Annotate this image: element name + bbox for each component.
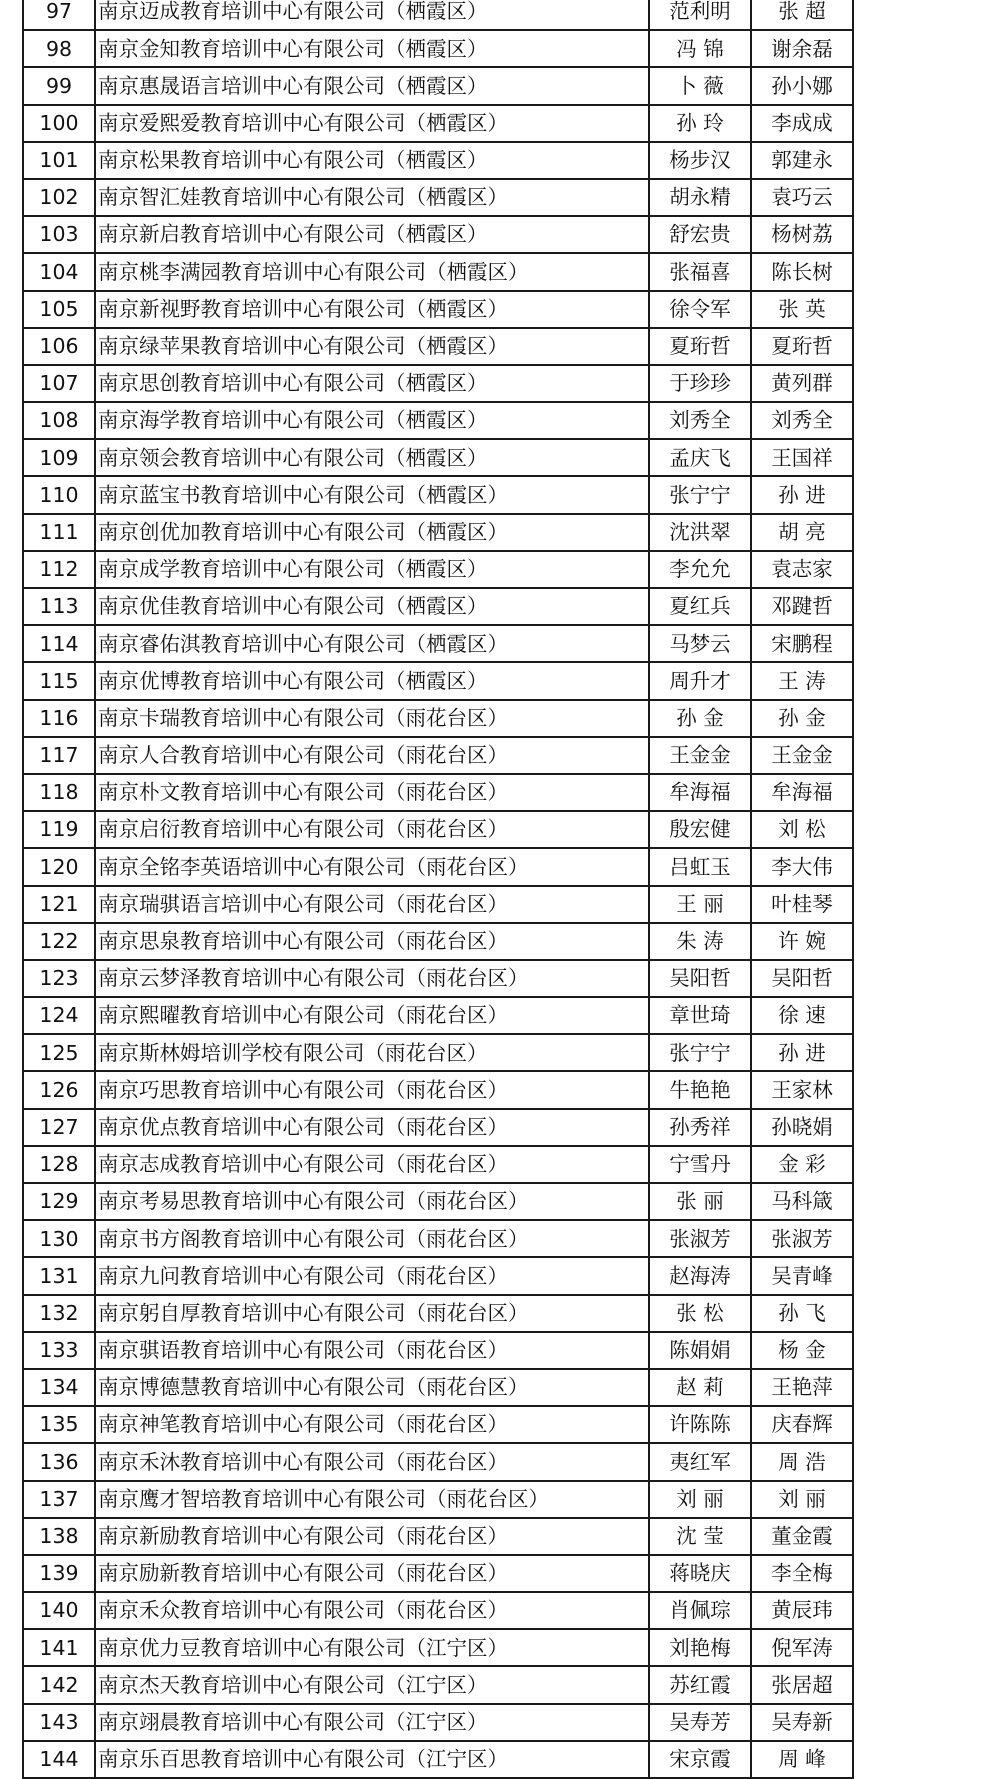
blank-margin bbox=[853, 1592, 983, 1629]
person-a: 吴寿芳 bbox=[649, 1704, 751, 1741]
table-row bbox=[23, 476, 983, 513]
table-row bbox=[23, 0, 983, 30]
blank-margin bbox=[853, 1518, 983, 1555]
organization-name: 南京优点教育培训中心有限公司（雨花台区） bbox=[95, 1109, 649, 1146]
row-number: 110 bbox=[23, 476, 95, 513]
blank-margin bbox=[853, 886, 983, 923]
blank-margin bbox=[853, 551, 983, 588]
organization-name: 南京鹰才智培教育培训中心有限公司（雨花台区） bbox=[95, 1481, 649, 1518]
table-row bbox=[23, 142, 983, 179]
person-b: 谢余磊 bbox=[751, 30, 853, 67]
table-row bbox=[23, 216, 983, 253]
person-a: 夷红军 bbox=[649, 1443, 751, 1480]
row-number: 143 bbox=[23, 1704, 95, 1741]
table-row bbox=[23, 179, 983, 216]
blank-margin bbox=[853, 291, 983, 328]
organization-name: 南京志成教育培训中心有限公司（雨花台区） bbox=[95, 1146, 649, 1183]
blank-margin bbox=[853, 142, 983, 179]
table-row bbox=[23, 1629, 983, 1666]
organization-name: 南京成学教育培训中心有限公司（栖霞区） bbox=[95, 551, 649, 588]
person-b: 杨树荔 bbox=[751, 216, 853, 253]
table-row bbox=[23, 253, 983, 290]
table-row bbox=[23, 1741, 983, 1778]
row-number: 113 bbox=[23, 588, 95, 625]
organization-name: 南京神笔教育培训中心有限公司（雨花台区） bbox=[95, 1406, 649, 1443]
organization-name: 南京启衍教育培训中心有限公司（雨花台区） bbox=[95, 811, 649, 848]
organization-name: 南京优力豆教育培训中心有限公司（江宁区） bbox=[95, 1629, 649, 1666]
row-number: 121 bbox=[23, 886, 95, 923]
row-number: 136 bbox=[23, 1443, 95, 1480]
blank-margin bbox=[853, 1369, 983, 1406]
blank-margin bbox=[853, 1295, 983, 1332]
organization-name: 南京躬自厚教育培训中心有限公司（雨花台区） bbox=[95, 1295, 649, 1332]
row-number: 141 bbox=[23, 1629, 95, 1666]
row-number: 116 bbox=[23, 700, 95, 737]
organization-name: 南京思创教育培训中心有限公司（栖霞区） bbox=[95, 365, 649, 402]
row-number: 119 bbox=[23, 811, 95, 848]
row-number: 137 bbox=[23, 1481, 95, 1518]
row-number: 118 bbox=[23, 774, 95, 811]
table-row bbox=[23, 551, 983, 588]
row-number: 98 bbox=[23, 30, 95, 67]
table-row bbox=[23, 1257, 983, 1294]
row-number: 140 bbox=[23, 1592, 95, 1629]
person-b: 袁志家 bbox=[751, 551, 853, 588]
person-b: 马科箴 bbox=[751, 1183, 853, 1220]
table-row bbox=[23, 588, 983, 625]
row-number: 112 bbox=[23, 551, 95, 588]
person-a: 宋京霞 bbox=[649, 1741, 751, 1778]
blank-margin bbox=[853, 253, 983, 290]
table-row bbox=[23, 1183, 983, 1220]
blank-margin bbox=[853, 923, 983, 960]
row-number: 97 bbox=[23, 0, 95, 30]
blank-margin bbox=[853, 1443, 983, 1480]
person-a: 夏珩哲 bbox=[649, 328, 751, 365]
table-row bbox=[23, 774, 983, 811]
table-body bbox=[23, 0, 983, 1778]
organization-name: 南京爱熙爱教育培训中心有限公司（栖霞区） bbox=[95, 105, 649, 142]
organization-name: 南京迈成教育培训中心有限公司（栖霞区） bbox=[95, 0, 649, 30]
person-a: 冯 锦 bbox=[649, 30, 751, 67]
organization-name: 南京蓝宝书教育培训中心有限公司（栖霞区） bbox=[95, 476, 649, 513]
organization-name: 南京乐百思教育培训中心有限公司（江宁区） bbox=[95, 1741, 649, 1778]
person-a: 张宁宁 bbox=[649, 1034, 751, 1071]
organization-name: 南京桃李满园教育培训中心有限公司（栖霞区） bbox=[95, 253, 649, 290]
organization-name: 南京云梦泽教育培训中心有限公司（雨花台区） bbox=[95, 960, 649, 997]
organization-name: 南京新视野教育培训中心有限公司（栖霞区） bbox=[95, 291, 649, 328]
row-number: 104 bbox=[23, 253, 95, 290]
person-b: 李全梅 bbox=[751, 1555, 853, 1592]
organization-name: 南京松果教育培训中心有限公司（栖霞区） bbox=[95, 142, 649, 179]
blank-margin bbox=[853, 1332, 983, 1369]
person-b: 袁巧云 bbox=[751, 179, 853, 216]
person-a: 张淑芳 bbox=[649, 1220, 751, 1257]
person-b: 郭建永 bbox=[751, 142, 853, 179]
organization-name: 南京创优加教育培训中心有限公司（栖霞区） bbox=[95, 514, 649, 551]
organization-name: 南京新启教育培训中心有限公司（栖霞区） bbox=[95, 216, 649, 253]
organization-name: 南京优博教育培训中心有限公司（栖霞区） bbox=[95, 662, 649, 699]
table-row bbox=[23, 1406, 983, 1443]
blank-margin bbox=[853, 67, 983, 104]
table-row bbox=[23, 1332, 983, 1369]
table-row bbox=[23, 1220, 983, 1257]
organization-name: 南京九问教育培训中心有限公司（雨花台区） bbox=[95, 1257, 649, 1294]
row-number: 135 bbox=[23, 1406, 95, 1443]
person-b: 吴寿新 bbox=[751, 1704, 853, 1741]
row-number: 102 bbox=[23, 179, 95, 216]
table-row bbox=[23, 1034, 983, 1071]
person-b: 孙 进 bbox=[751, 476, 853, 513]
table-row bbox=[23, 625, 983, 662]
row-number: 127 bbox=[23, 1109, 95, 1146]
row-number: 138 bbox=[23, 1518, 95, 1555]
person-b: 张 英 bbox=[751, 291, 853, 328]
person-a: 赵 莉 bbox=[649, 1369, 751, 1406]
row-number: 133 bbox=[23, 1332, 95, 1369]
person-b: 周 峰 bbox=[751, 1741, 853, 1778]
person-b: 孙 飞 bbox=[751, 1295, 853, 1332]
person-a: 朱 涛 bbox=[649, 923, 751, 960]
blank-margin bbox=[853, 1220, 983, 1257]
row-number: 106 bbox=[23, 328, 95, 365]
blank-margin bbox=[853, 476, 983, 513]
blank-margin bbox=[853, 402, 983, 439]
person-a: 许陈陈 bbox=[649, 1406, 751, 1443]
row-number: 115 bbox=[23, 662, 95, 699]
row-number: 105 bbox=[23, 291, 95, 328]
person-a: 张福喜 bbox=[649, 253, 751, 290]
organization-name: 南京熙曜教育培训中心有限公司（雨花台区） bbox=[95, 997, 649, 1034]
row-number: 107 bbox=[23, 365, 95, 402]
person-b: 李大伟 bbox=[751, 848, 853, 885]
table-row bbox=[23, 662, 983, 699]
row-number: 139 bbox=[23, 1555, 95, 1592]
organization-name: 南京卡瑞教育培训中心有限公司（雨花台区） bbox=[95, 700, 649, 737]
blank-margin bbox=[853, 439, 983, 476]
person-b: 杨 金 bbox=[751, 1332, 853, 1369]
person-a: 孙 金 bbox=[649, 700, 751, 737]
person-a: 张 丽 bbox=[649, 1183, 751, 1220]
person-b: 王国祥 bbox=[751, 439, 853, 476]
table-row bbox=[23, 105, 983, 142]
person-b: 庆春辉 bbox=[751, 1406, 853, 1443]
organization-name: 南京新励教育培训中心有限公司（雨花台区） bbox=[95, 1518, 649, 1555]
row-number: 101 bbox=[23, 142, 95, 179]
organization-name: 南京智汇娃教育培训中心有限公司（栖霞区） bbox=[95, 179, 649, 216]
person-a: 沈洪翠 bbox=[649, 514, 751, 551]
blank-margin bbox=[853, 216, 983, 253]
person-a: 陈娟娟 bbox=[649, 1332, 751, 1369]
table-row bbox=[23, 737, 983, 774]
organization-name: 南京书方阁教育培训中心有限公司（雨花台区） bbox=[95, 1220, 649, 1257]
organization-name: 南京全铭李英语培训中心有限公司（雨花台区） bbox=[95, 848, 649, 885]
person-b: 张居超 bbox=[751, 1666, 853, 1703]
table-row bbox=[23, 1109, 983, 1146]
person-a: 赵海涛 bbox=[649, 1257, 751, 1294]
row-number: 129 bbox=[23, 1183, 95, 1220]
row-number: 111 bbox=[23, 514, 95, 551]
person-b: 王 涛 bbox=[751, 662, 853, 699]
person-a: 蒋晓庆 bbox=[649, 1555, 751, 1592]
blank-margin bbox=[853, 1183, 983, 1220]
person-b: 夏珩哲 bbox=[751, 328, 853, 365]
row-number: 130 bbox=[23, 1220, 95, 1257]
person-b: 黄列群 bbox=[751, 365, 853, 402]
person-a: 刘艳梅 bbox=[649, 1629, 751, 1666]
blank-margin bbox=[853, 1481, 983, 1518]
person-a: 于珍珍 bbox=[649, 365, 751, 402]
row-number: 117 bbox=[23, 737, 95, 774]
person-a: 范利明 bbox=[649, 0, 751, 30]
person-a: 牛艳艳 bbox=[649, 1071, 751, 1108]
person-a: 周升才 bbox=[649, 662, 751, 699]
person-a: 牟海福 bbox=[649, 774, 751, 811]
row-number: 144 bbox=[23, 1741, 95, 1778]
person-b: 孙 进 bbox=[751, 1034, 853, 1071]
row-number: 142 bbox=[23, 1666, 95, 1703]
row-number: 109 bbox=[23, 439, 95, 476]
person-b: 董金霞 bbox=[751, 1518, 853, 1555]
table-row bbox=[23, 291, 983, 328]
person-a: 徐令军 bbox=[649, 291, 751, 328]
person-b: 王金金 bbox=[751, 737, 853, 774]
person-b: 孙 金 bbox=[751, 700, 853, 737]
organization-table bbox=[22, 0, 983, 1779]
table-sheet bbox=[22, 0, 983, 1779]
blank-margin bbox=[853, 1666, 983, 1703]
organization-name: 南京瑞骐语言培训中心有限公司（雨花台区） bbox=[95, 886, 649, 923]
person-b: 周 浩 bbox=[751, 1443, 853, 1480]
organization-name: 南京励新教育培训中心有限公司（雨花台区） bbox=[95, 1555, 649, 1592]
table-row bbox=[23, 328, 983, 365]
row-number: 122 bbox=[23, 923, 95, 960]
blank-margin bbox=[853, 1109, 983, 1146]
blank-margin bbox=[853, 848, 983, 885]
organization-name: 南京金知教育培训中心有限公司（栖霞区） bbox=[95, 30, 649, 67]
blank-margin bbox=[853, 737, 983, 774]
person-a: 马梦云 bbox=[649, 625, 751, 662]
blank-margin bbox=[853, 588, 983, 625]
table-row bbox=[23, 960, 983, 997]
organization-name: 南京思泉教育培训中心有限公司（雨花台区） bbox=[95, 923, 649, 960]
blank-margin bbox=[853, 1741, 983, 1778]
person-a: 孙 玲 bbox=[649, 105, 751, 142]
organization-name: 南京杰天教育培训中心有限公司（江宁区） bbox=[95, 1666, 649, 1703]
table-row bbox=[23, 997, 983, 1034]
table-row bbox=[23, 365, 983, 402]
table-row bbox=[23, 402, 983, 439]
person-b: 刘秀全 bbox=[751, 402, 853, 439]
person-a: 肖佩琮 bbox=[649, 1592, 751, 1629]
organization-name: 南京领会教育培训中心有限公司（栖霞区） bbox=[95, 439, 649, 476]
row-number: 103 bbox=[23, 216, 95, 253]
person-b: 陈长树 bbox=[751, 253, 853, 290]
organization-name: 南京人合教育培训中心有限公司（雨花台区） bbox=[95, 737, 649, 774]
person-b: 张 超 bbox=[751, 0, 853, 30]
person-a: 张 松 bbox=[649, 1295, 751, 1332]
table-row bbox=[23, 1704, 983, 1741]
person-b: 吴阳哲 bbox=[751, 960, 853, 997]
table-row bbox=[23, 1146, 983, 1183]
organization-name: 南京绿苹果教育培训中心有限公司（栖霞区） bbox=[95, 328, 649, 365]
row-number: 99 bbox=[23, 67, 95, 104]
person-b: 王家林 bbox=[751, 1071, 853, 1108]
table-row bbox=[23, 1071, 983, 1108]
blank-margin bbox=[853, 1629, 983, 1666]
organization-name: 南京朴文教育培训中心有限公司（雨花台区） bbox=[95, 774, 649, 811]
person-a: 夏红兵 bbox=[649, 588, 751, 625]
person-b: 孙小娜 bbox=[751, 67, 853, 104]
table-row bbox=[23, 1369, 983, 1406]
blank-margin bbox=[853, 1034, 983, 1071]
blank-margin bbox=[853, 811, 983, 848]
organization-name: 南京禾众教育培训中心有限公司（雨花台区） bbox=[95, 1592, 649, 1629]
person-a: 舒宏贵 bbox=[649, 216, 751, 253]
person-b: 孙晓娟 bbox=[751, 1109, 853, 1146]
person-a: 沈 莹 bbox=[649, 1518, 751, 1555]
person-a: 王 丽 bbox=[649, 886, 751, 923]
table-row bbox=[23, 923, 983, 960]
blank-margin bbox=[853, 30, 983, 67]
organization-name: 南京斯林姆培训学校有限公司（雨花台区） bbox=[95, 1034, 649, 1071]
person-b: 刘 丽 bbox=[751, 1481, 853, 1518]
organization-name: 南京巧思教育培训中心有限公司（雨花台区） bbox=[95, 1071, 649, 1108]
table-row bbox=[23, 1555, 983, 1592]
organization-name: 南京考易思教育培训中心有限公司（雨花台区） bbox=[95, 1183, 649, 1220]
blank-margin bbox=[853, 997, 983, 1034]
row-number: 108 bbox=[23, 402, 95, 439]
table-row bbox=[23, 1481, 983, 1518]
table-row bbox=[23, 67, 983, 104]
person-b: 金 彩 bbox=[751, 1146, 853, 1183]
person-a: 张宁宁 bbox=[649, 476, 751, 513]
organization-name: 南京骐语教育培训中心有限公司（雨花台区） bbox=[95, 1332, 649, 1369]
table-row bbox=[23, 1518, 983, 1555]
person-b: 叶桂琴 bbox=[751, 886, 853, 923]
row-number: 134 bbox=[23, 1369, 95, 1406]
blank-margin bbox=[853, 328, 983, 365]
blank-margin bbox=[853, 514, 983, 551]
blank-margin bbox=[853, 1257, 983, 1294]
person-b: 徐 速 bbox=[751, 997, 853, 1034]
row-number: 125 bbox=[23, 1034, 95, 1071]
person-b: 胡 亮 bbox=[751, 514, 853, 551]
person-a: 王金金 bbox=[649, 737, 751, 774]
person-a: 刘 丽 bbox=[649, 1481, 751, 1518]
organization-name: 南京禾沐教育培训中心有限公司（雨花台区） bbox=[95, 1443, 649, 1480]
table-row bbox=[23, 1666, 983, 1703]
person-a: 胡永精 bbox=[649, 179, 751, 216]
organization-name: 南京睿佑淇教育培训中心有限公司（栖霞区） bbox=[95, 625, 649, 662]
table-row bbox=[23, 700, 983, 737]
row-number: 128 bbox=[23, 1146, 95, 1183]
blank-margin bbox=[853, 105, 983, 142]
person-b: 刘 松 bbox=[751, 811, 853, 848]
person-a: 孙秀祥 bbox=[649, 1109, 751, 1146]
person-b: 黄辰玮 bbox=[751, 1592, 853, 1629]
table-row bbox=[23, 30, 983, 67]
table-row bbox=[23, 848, 983, 885]
row-number: 124 bbox=[23, 997, 95, 1034]
person-a: 吕虹玉 bbox=[649, 848, 751, 885]
blank-margin bbox=[853, 1555, 983, 1592]
person-a: 卜 薇 bbox=[649, 67, 751, 104]
blank-margin bbox=[853, 1071, 983, 1108]
table-row bbox=[23, 1443, 983, 1480]
table-row bbox=[23, 514, 983, 551]
blank-margin bbox=[853, 1146, 983, 1183]
table-row bbox=[23, 1592, 983, 1629]
blank-margin bbox=[853, 179, 983, 216]
person-b: 宋鹏程 bbox=[751, 625, 853, 662]
person-a: 刘秀全 bbox=[649, 402, 751, 439]
person-a: 宁雪丹 bbox=[649, 1146, 751, 1183]
person-a: 章世琦 bbox=[649, 997, 751, 1034]
blank-margin bbox=[853, 365, 983, 402]
table-row bbox=[23, 811, 983, 848]
table-row bbox=[23, 1295, 983, 1332]
row-number: 120 bbox=[23, 848, 95, 885]
person-b: 王艳萍 bbox=[751, 1369, 853, 1406]
person-a: 李允允 bbox=[649, 551, 751, 588]
person-b: 倪军涛 bbox=[751, 1629, 853, 1666]
person-b: 牟海福 bbox=[751, 774, 853, 811]
row-number: 114 bbox=[23, 625, 95, 662]
row-number: 131 bbox=[23, 1257, 95, 1294]
person-a: 孟庆飞 bbox=[649, 439, 751, 476]
person-b: 邓踺哲 bbox=[751, 588, 853, 625]
blank-margin bbox=[853, 774, 983, 811]
organization-name: 南京博德慧教育培训中心有限公司（雨花台区） bbox=[95, 1369, 649, 1406]
organization-name: 南京优佳教育培训中心有限公司（栖霞区） bbox=[95, 588, 649, 625]
person-a: 苏红霞 bbox=[649, 1666, 751, 1703]
person-a: 殷宏健 bbox=[649, 811, 751, 848]
person-b: 吴青峰 bbox=[751, 1257, 853, 1294]
row-number: 126 bbox=[23, 1071, 95, 1108]
person-b: 许 婉 bbox=[751, 923, 853, 960]
blank-margin bbox=[853, 1704, 983, 1741]
blank-margin bbox=[853, 625, 983, 662]
row-number: 123 bbox=[23, 960, 95, 997]
row-number: 132 bbox=[23, 1295, 95, 1332]
person-a: 吴阳哲 bbox=[649, 960, 751, 997]
blank-margin bbox=[853, 700, 983, 737]
person-a: 杨步汉 bbox=[649, 142, 751, 179]
blank-margin bbox=[853, 960, 983, 997]
table-row bbox=[23, 886, 983, 923]
blank-margin bbox=[853, 662, 983, 699]
organization-name: 南京海学教育培训中心有限公司（栖霞区） bbox=[95, 402, 649, 439]
blank-margin bbox=[853, 0, 983, 30]
person-b: 张淑芳 bbox=[751, 1220, 853, 1257]
person-b: 李成成 bbox=[751, 105, 853, 142]
row-number: 100 bbox=[23, 105, 95, 142]
organization-name: 南京惠晟语言培训中心有限公司（栖霞区） bbox=[95, 67, 649, 104]
table-row bbox=[23, 439, 983, 476]
organization-name: 南京翊晨教育培训中心有限公司（江宁区） bbox=[95, 1704, 649, 1741]
blank-margin bbox=[853, 1406, 983, 1443]
